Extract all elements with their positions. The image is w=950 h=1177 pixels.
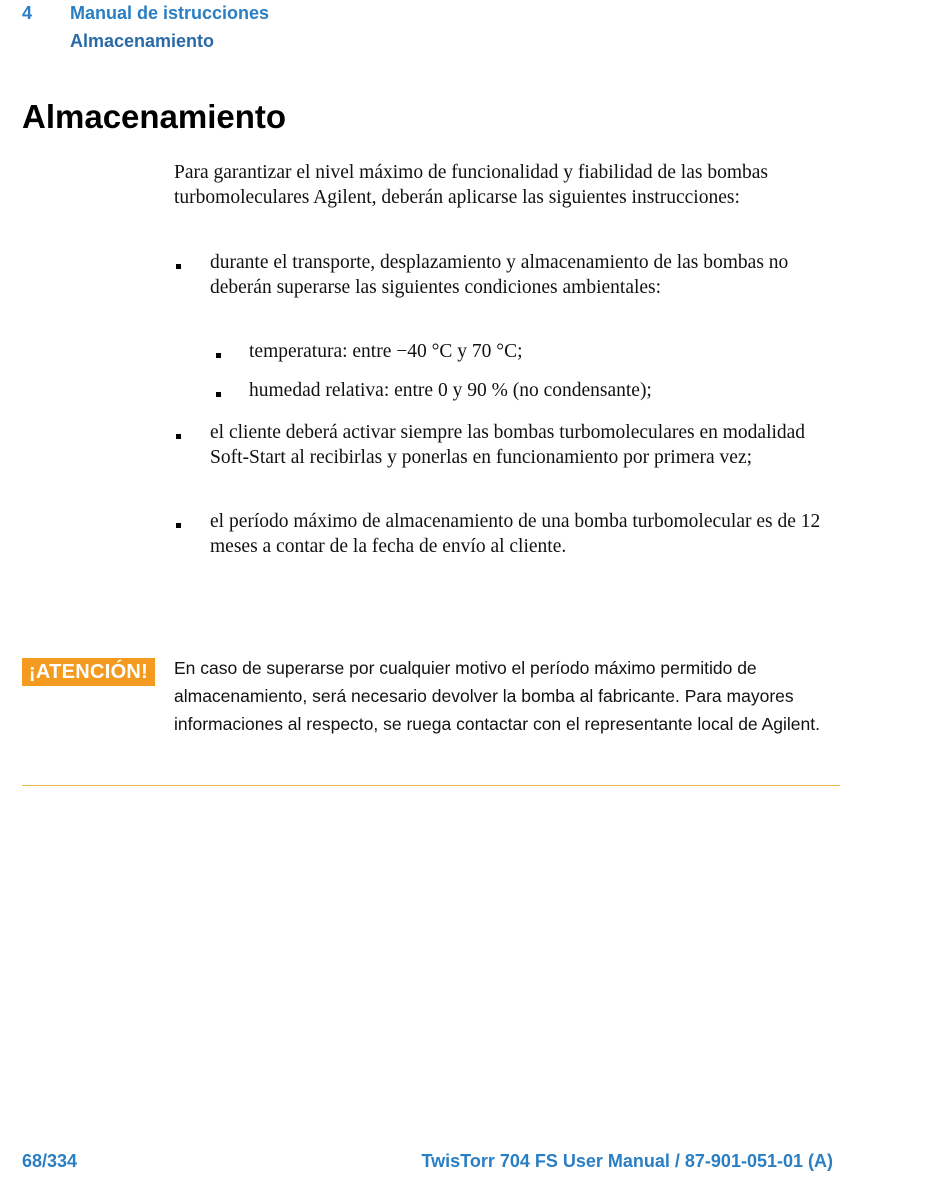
sub-bullet-marker <box>216 392 221 397</box>
sub-bullet-humidity: humedad relativa: entre 0 y 90 % (no condensante); <box>249 380 652 401</box>
bullet-item-storage-period: el período máximo de almacenamiento de una bomba turbomolecular es de 12 meses a contar de la fecha de envío al cliente. <box>210 511 821 557</box>
bullet-item-soft-start: el cliente deberá activar siempre las bombas turbomoleculares en modalidad Soft-Start al recibirlas y ponerlas en funcionamiento por primera vez; <box>210 422 806 468</box>
chapter-number: 4 <box>22 3 33 23</box>
bullet-marker <box>176 264 181 269</box>
sub-bullet-marker <box>216 353 221 358</box>
bullet-item-transport: durante el transporte, desplazamiento y almacenamiento de las bombas no deberán superarse las siguientes condiciones ambientales: <box>210 252 789 298</box>
intro-paragraph: Para garantizar el nivel máximo de funcionalidad y fiabilidad de las bombas turbomoleculares Agilent, deberán aplicarse las siguientes instrucciones: <box>174 162 769 208</box>
chapter-title: Manual de istrucciones <box>70 3 270 23</box>
bullet-marker <box>176 434 181 439</box>
warning-text: En caso de superarse por cualquier motivo el período máximo permitido de almacenamiento, será necesario devolver la bomba al fabricante. Para mayores informaciones al respecto, se ruega contactar con el representante local de Agilent. <box>174 658 820 734</box>
document-reference: TwisTorr 704 FS User Manual / 87-901-051-01 (A) <box>421 1151 833 1171</box>
section-divider <box>22 785 840 786</box>
section-title: Almacenamiento <box>70 31 215 51</box>
page-number: 68/334 <box>22 1151 78 1171</box>
page-title: Almacenamiento <box>22 98 287 135</box>
sub-bullet-temperature: temperatura: entre −40 °C y 70 °C; <box>249 341 523 362</box>
bullet-marker <box>176 523 181 528</box>
warning-badge: ¡ATENCIÓN! <box>22 658 155 686</box>
